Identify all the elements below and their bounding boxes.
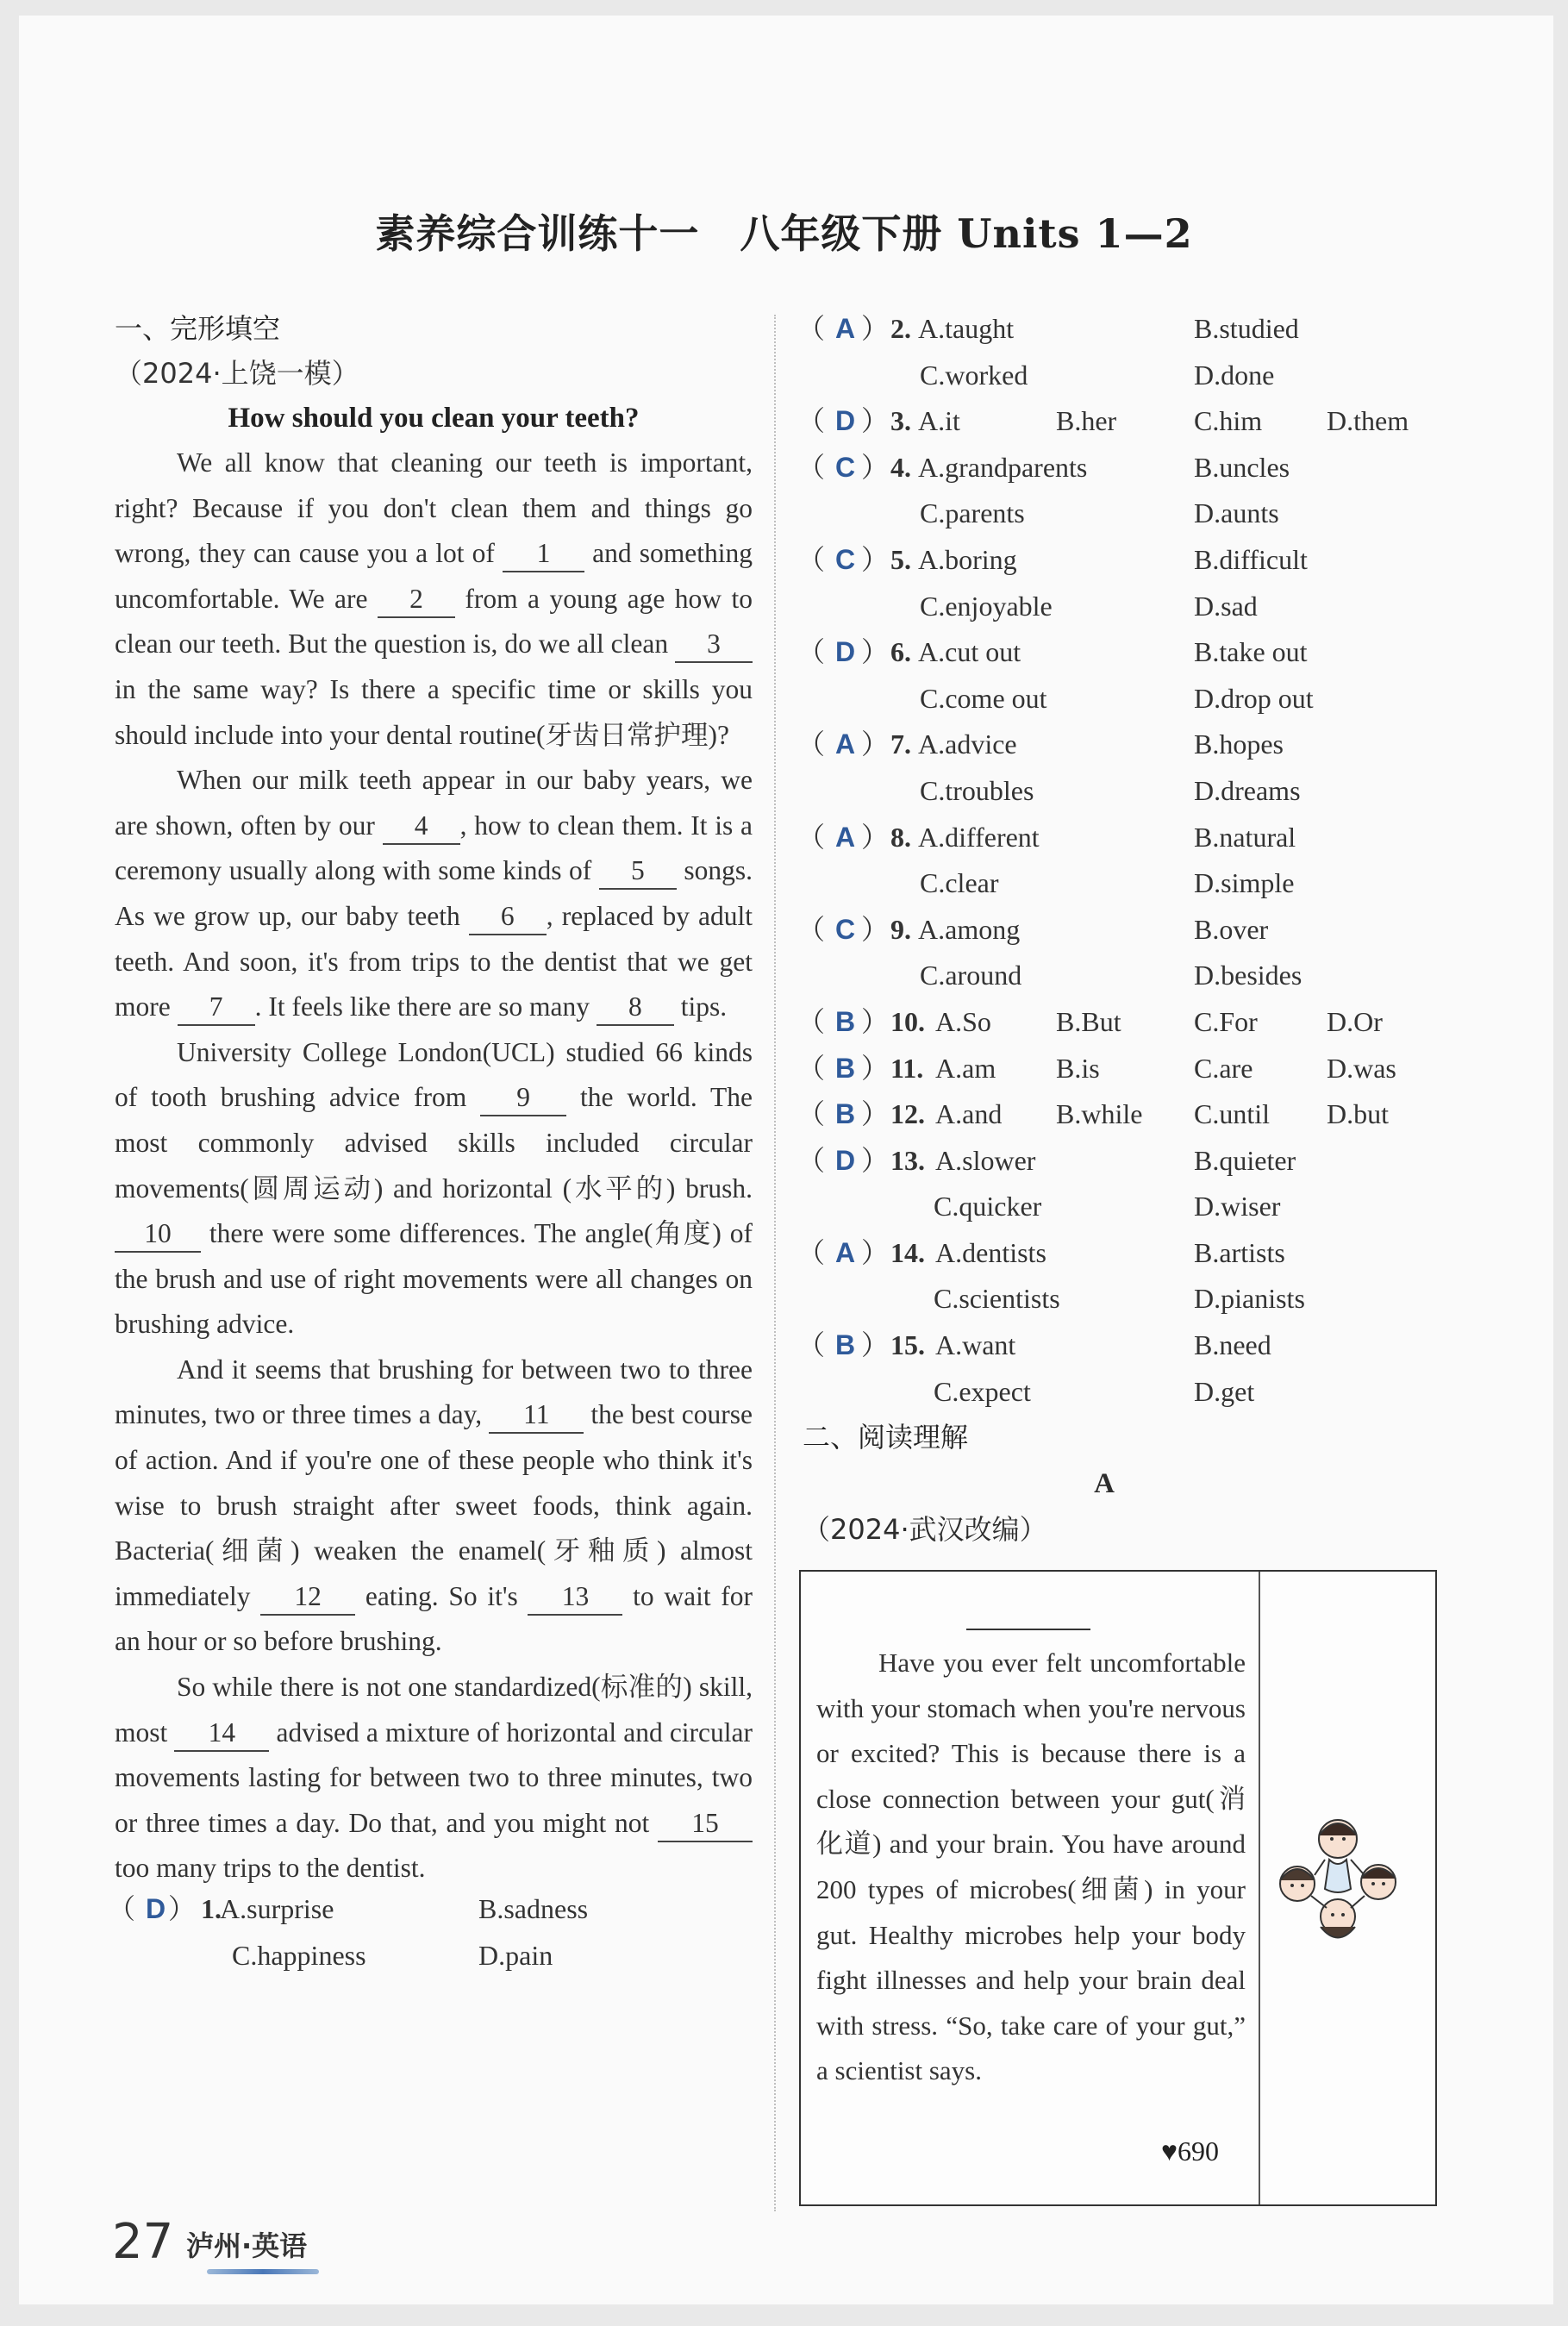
question-12 <box>797 1091 1440 1138</box>
option-b: B.natural <box>1194 821 1296 853</box>
paren-close: ） <box>168 1893 197 1924</box>
question-number: 10. <box>890 1005 925 1037</box>
question-6-row2 <box>803 676 1440 722</box>
option-a: A.want <box>935 1329 1016 1361</box>
option-c: C.until <box>1194 1098 1271 1130</box>
question-7 <box>797 722 1440 768</box>
paren-open: （ <box>108 1893 136 1924</box>
section-heading-cloze: 一、完形填空 <box>115 312 281 345</box>
option-c: C.come out <box>920 682 1047 714</box>
option-c: C.are <box>1194 1052 1253 1084</box>
option-d: D.simple <box>1194 867 1295 899</box>
option-c: C.For <box>1194 1005 1258 1037</box>
option-a: A.surprise <box>220 1893 334 1924</box>
card-inner-divider <box>1259 1572 1260 2204</box>
option-d: D.done <box>1194 359 1275 391</box>
paren-open: （ <box>797 821 826 853</box>
option-b: B.is <box>1056 1052 1100 1084</box>
question-10 <box>797 999 1440 1046</box>
question-11 <box>797 1046 1440 1092</box>
question-number: 4. <box>890 451 911 483</box>
paren-open: （ <box>797 1052 826 1084</box>
option-d: D.aunts <box>1194 497 1279 529</box>
cloze-blank-13: 13 <box>528 1579 622 1616</box>
option-b: B.hopes <box>1194 728 1284 760</box>
option-d: D.sad <box>1194 590 1258 622</box>
option-a: A.slower <box>935 1144 1036 1176</box>
question-15 <box>797 1322 1440 1369</box>
option-a: A.and <box>935 1098 1003 1130</box>
option-a: A.taught <box>918 313 1015 344</box>
question-14 <box>797 1230 1440 1277</box>
answer-mark: B <box>835 1005 856 1037</box>
question-4 <box>797 445 1440 491</box>
question-13-row2 <box>803 1184 1440 1230</box>
paren-close: ） <box>861 1098 890 1130</box>
question-number: 2. <box>890 313 911 344</box>
cloze-blank-2: 2 <box>378 582 455 618</box>
answer-mark: D <box>835 405 856 437</box>
answer-mark: D <box>835 1144 856 1176</box>
question-number: 9. <box>890 913 911 945</box>
right-column <box>797 306 1440 1553</box>
cloze-blank-3: 3 <box>675 627 753 663</box>
cloze-source: （2024·上饶一模） <box>115 357 359 390</box>
cloze-blank-6: 6 <box>469 899 547 935</box>
option-b: B.while <box>1056 1098 1143 1130</box>
question-number: 14. <box>890 1236 925 1268</box>
paren-open: （ <box>797 1144 826 1176</box>
option-b: B.quieter <box>1194 1144 1296 1176</box>
option-d: D.them <box>1327 405 1409 437</box>
question-13 <box>797 1138 1440 1185</box>
option-c: C.happiness <box>232 1939 366 1971</box>
paragraph: When our milk teeth appear in our baby years, we are shown, often by our 4 , how to clean them. It is a ceremony usually along with some kinds of 5 songs. As we grow up, our baby teeth 6 , replaced by adult teeth. And soon, it's from trips to the dentist that we get more 7 . It feels like there are so many 8 tips. <box>115 758 753 1030</box>
paren-open: （ <box>797 913 826 945</box>
paren-close: ） <box>861 821 890 853</box>
question-5 <box>797 537 1440 584</box>
option-c: C.him <box>1194 405 1263 437</box>
option-a: A.different <box>918 821 1040 853</box>
cloze-blank-5: 5 <box>599 853 677 890</box>
option-a: A.advice <box>918 728 1017 760</box>
option-a: A.boring <box>918 543 1017 575</box>
option-c: C.troubles <box>920 774 1034 806</box>
option-a: A.am <box>935 1052 996 1084</box>
question-6 <box>797 629 1440 676</box>
answer-mark: C <box>835 451 856 483</box>
option-a: A.grandparents <box>918 451 1088 483</box>
answer-mark: A <box>835 728 856 760</box>
cloze-blank-4: 4 <box>383 809 460 845</box>
option-b: B.studied <box>1194 313 1299 344</box>
page-number: 27 <box>112 2214 174 2270</box>
option-d: D.pianists <box>1194 1283 1305 1315</box>
option-a: A.cut out <box>918 636 1021 668</box>
cloze-passage <box>115 441 753 1891</box>
paren-open: （ <box>797 1236 826 1268</box>
paren-open: （ <box>797 1329 826 1361</box>
question-15-row2 <box>803 1369 1440 1416</box>
option-c: C.scientists <box>934 1283 1060 1315</box>
cloze-blank-9: 9 <box>480 1080 566 1116</box>
option-a: A.among <box>918 913 1021 945</box>
question-number: 1. <box>201 1893 222 1924</box>
question-1-row2 <box>115 1933 753 1979</box>
question-8-row2 <box>803 860 1440 907</box>
option-a: A.dentists <box>935 1236 1046 1268</box>
question-8 <box>797 815 1440 861</box>
answer-mark: C <box>835 913 856 945</box>
paren-close: ） <box>861 543 890 575</box>
option-b: B.take out <box>1194 636 1308 668</box>
question-number: 3. <box>890 405 911 437</box>
cloze-blank-7: 7 <box>178 990 255 1026</box>
question-number: 6. <box>890 636 911 668</box>
likes-value: 690 <box>1178 2135 1219 2167</box>
option-d: D.dreams <box>1194 774 1301 806</box>
option-b: B.her <box>1056 405 1117 437</box>
option-a: A.it <box>918 405 960 437</box>
reading-source: （2024·武汉改编） <box>803 1512 1047 1546</box>
option-b: B.But <box>1056 1005 1121 1037</box>
question-number: 12. <box>890 1098 925 1130</box>
paren-open: （ <box>797 728 826 760</box>
paren-open: （ <box>797 313 826 344</box>
option-d: D.pain <box>478 1939 553 1971</box>
reading-passage-text <box>816 1641 1246 2094</box>
passage-label: A <box>1094 1467 1115 1499</box>
option-b: B.uncles <box>1194 451 1290 483</box>
cloze-blank-11: 11 <box>489 1397 584 1434</box>
paren-close: ） <box>861 1052 890 1084</box>
paren-close: ） <box>861 313 890 344</box>
reading-paragraph: Have you ever felt uncomfortable with your stomach when you're nervous or excited? This is because there is a close connection between your gut(消化道) and your brain. You have around 200 types of microbes(细菌) in your gut. Healthy microbes help your body fight illnesses and help your brain deal with stress. “So, take care of your gut,” a scientist says. <box>816 1648 1246 2086</box>
paren-close: ） <box>861 1236 890 1268</box>
paragraph: So while there is not one standardized(标准的) skill, most 14 advised a mixture of horizontal and circular movements lasting for between two to three minutes, two or three times a day. Do that, and you might not 15 too many trips to the dentist. <box>115 1672 753 1884</box>
option-d: D.drop out <box>1194 682 1314 714</box>
paragraph: We all know that cleaning our teeth is important, right? Because if you don't clean them and things go wrong, they can cause you a lot of 1 and something uncomfortable. We are 2 from a young age how to clean our teeth. But the question is, do we all clean 3 in the same way? Is there a specific time or skills you should include into your dental routine(牙齿日常护理)? <box>115 447 753 750</box>
paren-close: ） <box>861 1144 890 1176</box>
option-d: D.besides <box>1194 960 1303 991</box>
option-c: C.enjoyable <box>920 590 1053 622</box>
decorative-rule <box>966 1629 1090 1630</box>
cloze-blank-12: 12 <box>260 1579 355 1616</box>
children-illustration <box>1273 1806 1402 1961</box>
answer-mark: A <box>835 1236 856 1268</box>
answer-mark: B <box>835 1098 856 1130</box>
option-b: B.over <box>1194 913 1269 945</box>
answer-mark: D <box>146 1893 166 1924</box>
option-c: C.clear <box>920 867 999 899</box>
paren-open: （ <box>797 451 826 483</box>
column-divider <box>774 315 776 2211</box>
footer-accent-bar <box>207 2269 319 2274</box>
question-5-row2 <box>803 584 1440 630</box>
option-d: D.Or <box>1327 1005 1383 1037</box>
paren-close: ） <box>861 451 890 483</box>
question-4-row2 <box>803 491 1440 537</box>
left-column <box>108 306 753 1979</box>
option-d: D.wiser <box>1194 1191 1281 1222</box>
option-d: D.get <box>1194 1375 1255 1407</box>
question-9-row2 <box>803 953 1440 999</box>
answer-mark: B <box>835 1329 856 1361</box>
question-1 <box>108 1886 753 1933</box>
question-2 <box>797 306 1440 353</box>
question-list <box>797 306 1440 1415</box>
question-number: 11. <box>890 1052 924 1084</box>
question-number: 13. <box>890 1144 925 1176</box>
option-b: B.difficult <box>1194 543 1308 575</box>
option-c: C.parents <box>920 497 1025 529</box>
option-b: B.artists <box>1194 1236 1285 1268</box>
cloze-blank-10: 10 <box>115 1216 201 1253</box>
option-d: D.but <box>1327 1098 1389 1130</box>
paren-close: ） <box>861 1005 890 1037</box>
option-a: A.So <box>935 1005 991 1037</box>
paren-open: （ <box>797 1098 826 1130</box>
question-7-row2 <box>803 768 1440 815</box>
paren-open: （ <box>797 1005 826 1037</box>
question-9 <box>797 907 1440 954</box>
heart-icon: ♥ <box>1161 2135 1178 2167</box>
question-number: 7. <box>890 728 911 760</box>
reading-passage-card <box>799 1570 1437 2206</box>
option-c: C.expect <box>934 1375 1031 1407</box>
option-c: C.quicker <box>934 1191 1042 1222</box>
paragraph: University College London(UCL) studied 66 kinds of tooth brushing advice from 9 the world. The most commonly advised skills included circular movements(圆周运动) and horizontal (水平的) brush. 10 there were some differences. The angle(角度) of the brush and use of right movements were all changes on brushing advice. <box>115 1036 753 1340</box>
question-2-row2 <box>803 353 1440 399</box>
option-c: C.around <box>920 960 1022 991</box>
paren-close: ） <box>861 636 890 668</box>
option-d: D.was <box>1327 1052 1396 1084</box>
answer-mark: A <box>835 821 856 853</box>
answer-mark: D <box>835 636 856 668</box>
paren-open: （ <box>797 636 826 668</box>
paren-close: ） <box>861 728 890 760</box>
question-number: 15. <box>890 1329 925 1361</box>
paren-close: ） <box>861 405 890 437</box>
section-heading-reading: 二、阅读理解 <box>803 1421 969 1454</box>
paren-open: （ <box>797 543 826 575</box>
question-14-row2 <box>803 1276 1440 1322</box>
paren-close: ） <box>861 1329 890 1361</box>
cloze-blank-14: 14 <box>174 1716 269 1752</box>
paragraph: And it seems that brushing for between two to three minutes, two or three times a day, 11 the best course of action. And if you're one of these people who think it's wise to brush straight after sweet foods, think again. Bacteria(细菌) weaken the enamel(牙釉质) almost immediately 12 eating. So it's 13 to wait for an hour or so before brushing. <box>115 1354 753 1657</box>
page-title: 素养综合训练十一 八年级下册 Units 1—2 <box>375 210 1193 257</box>
question-number: 5. <box>890 543 911 575</box>
option-c: C.worked <box>920 359 1028 391</box>
question-3 <box>797 398 1440 445</box>
footer-label: 泸州·英语 <box>186 2229 308 2262</box>
option-b: B.need <box>1194 1329 1271 1361</box>
answer-mark: B <box>835 1052 856 1084</box>
paren-open: （ <box>797 405 826 437</box>
answer-mark: C <box>835 543 856 575</box>
question-number: 8. <box>890 821 911 853</box>
likes-count <box>1161 2135 1219 2167</box>
cloze-blank-1: 1 <box>503 536 584 572</box>
option-b: B.sadness <box>478 1893 589 1924</box>
passage-title: How should you clean your teeth? <box>228 403 640 434</box>
cloze-blank-8: 8 <box>597 990 674 1026</box>
answer-mark: A <box>835 313 856 344</box>
cloze-blank-15: 15 <box>658 1806 753 1842</box>
paren-close: ） <box>861 913 890 945</box>
